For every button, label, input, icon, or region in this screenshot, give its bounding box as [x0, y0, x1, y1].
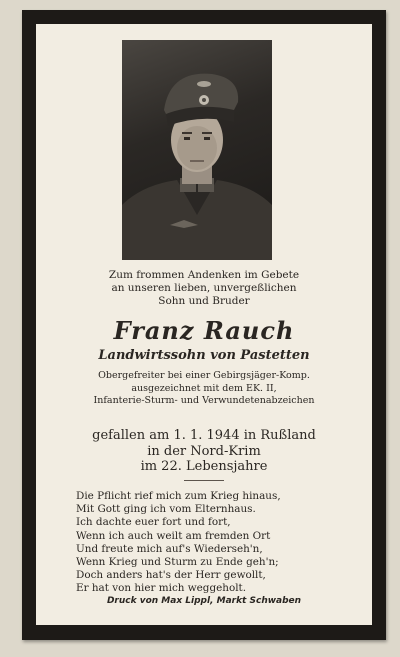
- poem-line: Mit Gott ging ich vom Elternhaus.: [76, 503, 256, 516]
- death-line: in der Nord-Krim: [147, 443, 261, 459]
- poem-line: Ich dachte euer fort und fort,: [76, 516, 231, 529]
- memorial-card: [22, 10, 386, 640]
- deceased-name: Franz Rauch: [113, 316, 295, 345]
- poem-line: Er hat von hier mich weggeholt.: [76, 582, 247, 595]
- death-line: im 22. Lebensjahre: [140, 459, 268, 474]
- soldier-portrait-image: [122, 40, 272, 260]
- poem-line: Und freute mich auf's Wiederseh'n,: [76, 542, 263, 555]
- poem-line: Die Pflicht rief mich zum Krieg hinaus,: [76, 490, 281, 502]
- poem-line: Wenn ich auch weilt am fremden Ort: [76, 529, 271, 542]
- dedication-line: an unseren lieben, unvergeßlichen: [111, 282, 297, 294]
- death-details: [36, 428, 372, 475]
- rank-line: ausgezeichnet mit dem EK. II,: [131, 382, 277, 394]
- rank-line: Obergefreiter bei einer Gebirgsjäger-Komp.: [98, 370, 310, 381]
- origin-line: Landwirtssohn von Pastetten: [98, 348, 310, 363]
- rank-details: [36, 370, 372, 408]
- card-paper: [36, 24, 372, 625]
- death-line: gefallen am 1. 1. 1944 in Rußland: [92, 428, 316, 443]
- dedication-line: Sohn und Bruder: [158, 295, 250, 307]
- portrait-photo: [122, 40, 272, 260]
- dedication-line: Zum frommen Andenken im Gebete: [108, 269, 300, 281]
- divider: [184, 480, 224, 481]
- poem-line: Wenn Krieg und Sturm zu Ende geh'n;: [76, 556, 279, 569]
- printer-credit: Druck von Max Lippl, Markt Schwaben: [106, 596, 302, 606]
- rank-line: Infanterie-Sturm- und Verwundetenabzeichen: [93, 395, 315, 406]
- dedication-text: [36, 269, 372, 308]
- poem-line: Doch anders hat's der Herr gewollt,: [76, 569, 266, 582]
- memorial-poem: [76, 490, 346, 596]
